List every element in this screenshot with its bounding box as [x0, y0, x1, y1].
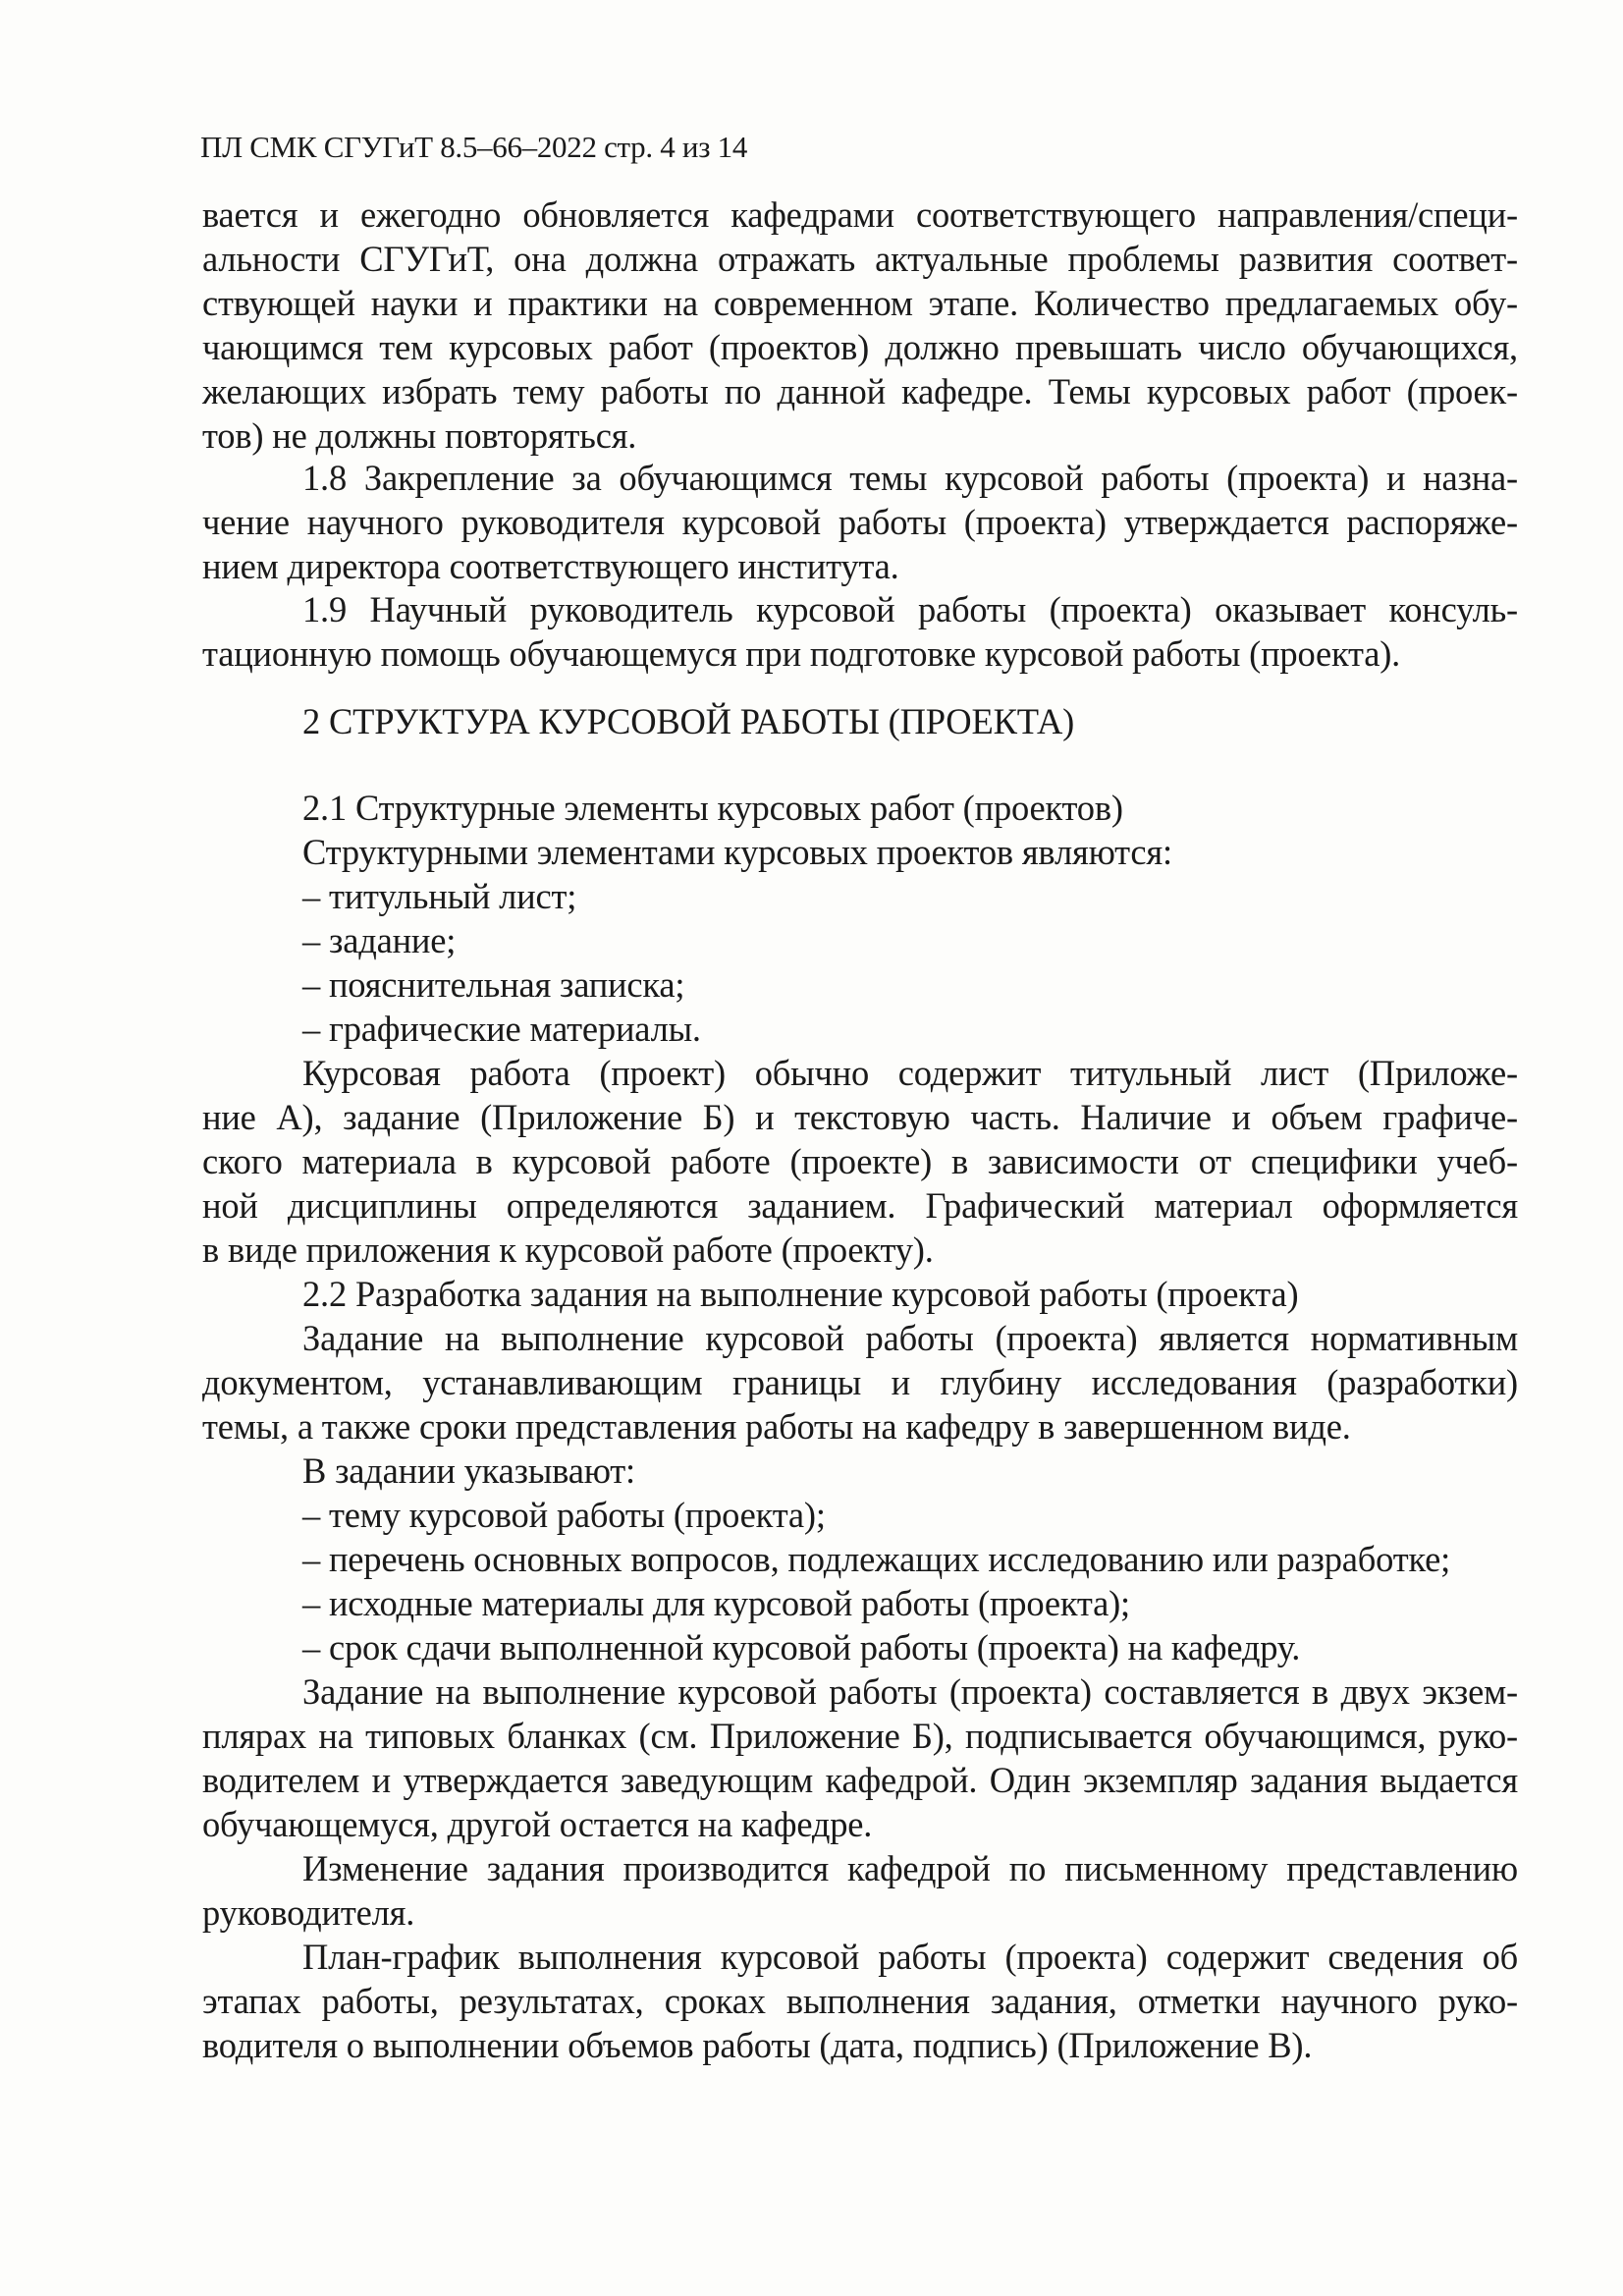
list-item: – тему курсовой работы (проекта);: [302, 1495, 826, 1535]
paragraph-line: этапах работы, результатах, сроках выполнения задания, отметки научного руко-: [202, 1981, 1518, 2021]
paragraph-line: документом, устанавливающим границы и глубину исследования (разработки): [202, 1362, 1518, 1402]
paragraph-line: руководителя.: [202, 1892, 415, 1933]
paragraph-line: ствующей науки и практики на современном этапе. Количество предлагаемых обу-: [202, 283, 1518, 323]
paragraph-line: ной дисциплины определяются заданием. Графический материал оформляется: [202, 1185, 1518, 1226]
paragraph-line: тов) не должны повторяться.: [202, 415, 637, 456]
page-header: ПЛ СМК СГУГиТ 8.5–66–2022 стр. 4 из 14: [200, 130, 748, 164]
paragraph-line: Изменение задания производится кафедрой по письменному представлению: [302, 1848, 1518, 1888]
paragraph-line: Структурными элементами курсовых проектов являются:: [302, 832, 1172, 872]
paragraph-line: ского материала в курсовой работе (проекте) в зависимости от специфики учеб-: [202, 1141, 1518, 1181]
paragraph-line: обучающемуся, другой остается на кафедре.: [202, 1804, 873, 1844]
subsection-heading-2-2: 2.2 Разработка задания на выполнение курсовой работы (проекта): [302, 1274, 1299, 1314]
paragraph-line: плярах на типовых бланках (см. Приложение Б), подписывается обучающимся, руко-: [202, 1716, 1518, 1756]
paragraph-line: нием директора соответствующего института.: [202, 546, 899, 586]
list-item: – задание;: [302, 920, 457, 960]
paragraph-line: План-график выполнения курсовой работы (проекта) содержит сведения об: [302, 1937, 1518, 1977]
list-item: – срок сдачи выполненной курсовой работы (проекта) на кафедру.: [302, 1627, 1301, 1667]
clause-1-9: 1.9 Научный руководитель курсовой работы (проекта) оказывает консуль-: [302, 589, 1518, 629]
paragraph-line: Задание на выполнение курсовой работы (проекта) составляется в двух экзем-: [302, 1671, 1518, 1712]
paragraph-line: желающих избрать тему работы по данной кафедре. Темы курсовых работ (проек-: [202, 371, 1518, 411]
section-heading-2: 2 СТРУКТУРА КУРСОВОЙ РАБОТЫ (ПРОЕКТА): [302, 701, 1075, 741]
paragraph-line: водителя о выполнении объемов работы (дата, подпись) (Приложение В).: [202, 2025, 1313, 2065]
paragraph-line: В задании указывают:: [302, 1450, 635, 1491]
paragraph-line: Курсовая работа (проект) обычно содержит титульный лист (Приложе-: [302, 1053, 1518, 1093]
list-item: – перечень основных вопросов, подлежащих исследованию или разработке;: [302, 1539, 1451, 1579]
list-item: – титульный лист;: [302, 876, 577, 916]
subsection-heading-2-1: 2.1 Структурные элементы курсовых работ (проектов): [302, 788, 1123, 828]
paragraph-line: ние А), задание (Приложение Б) и текстовую часть. Наличие и объем графиче-: [202, 1097, 1518, 1137]
list-item: – исходные материалы для курсовой работы (проекта);: [302, 1583, 1130, 1623]
paragraph-line: в виде приложения к курсовой работе (проекту).: [202, 1230, 934, 1270]
paragraph-line: альности СГУГиТ, она должна отражать актуальные проблемы развития соответ-: [202, 239, 1518, 279]
paragraph-line: темы, а также сроки представления работы на кафедру в завершенном виде.: [202, 1406, 1351, 1447]
paragraph-line: вается и ежегодно обновляется кафедрами соответствующего направления/специ-: [202, 194, 1518, 235]
paragraph-line: водителем и утверждается заведующим кафедрой. Один экземпляр задания выдается: [202, 1760, 1518, 1800]
clause-1-8: 1.8 Закрепление за обучающимся темы курсовой работы (проекта) и назна-: [302, 458, 1518, 498]
list-item: – пояснительная записка;: [302, 964, 685, 1005]
paragraph-line: чающимся тем курсовых работ (проектов) должно превышать число обучающихся,: [202, 327, 1518, 367]
paragraph-line: тационную помощь обучающемуся при подготовке курсовой работы (проекта).: [202, 633, 1401, 674]
list-item: – графические материалы.: [302, 1009, 701, 1049]
paragraph-line: чение научного руководителя курсовой работы (проекта) утверждается распоряже-: [202, 502, 1518, 542]
paragraph-line: Задание на выполнение курсовой работы (проекта) является нормативным: [302, 1318, 1518, 1358]
